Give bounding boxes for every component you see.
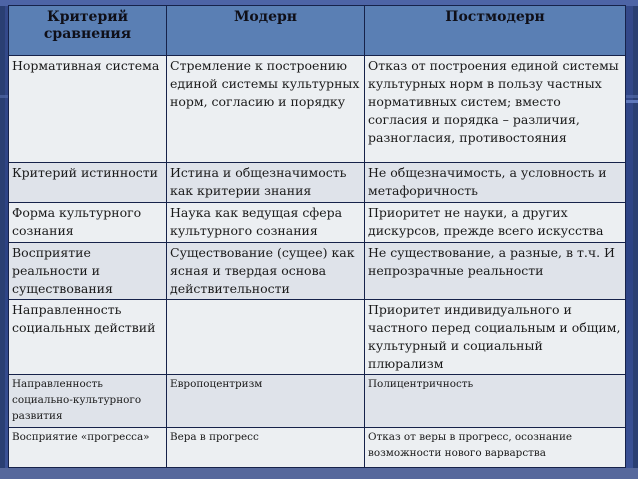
row-modern: Истина и общезначимость как критерии знания (167, 163, 365, 203)
table-row (9, 56, 626, 163)
header-criterion: Критерий сравнения (9, 6, 167, 56)
row-postmodern: Отказ от веры в прогресс, осознание возможности нового варварства (365, 428, 626, 468)
table-row (9, 300, 626, 375)
row-modern: Наука как ведущая сфера культурного сознания (167, 203, 365, 243)
row-criterion: Направленность социальных действий (9, 300, 167, 375)
row-postmodern: Не существование, а разные, в т.ч. И непрозрачные реальности (365, 243, 626, 300)
header-modern: Модерн (167, 6, 365, 56)
comparison-table (8, 5, 626, 468)
row-criterion: Направленность социально-культурного развития (9, 375, 167, 428)
row-criterion: Восприятие реальности и существования (9, 243, 167, 300)
bottom-decor-bar (0, 468, 638, 479)
row-modern (167, 300, 365, 375)
row-postmodern: Не общезначимость, а условность и метафоричность (365, 163, 626, 203)
row-postmodern: Приоритет не науки, а других дискурсов, прежде всего искусства (365, 203, 626, 243)
row-postmodern: Отказ от построения единой системы культурных норм в пользу частных нормативных систем; вместо согласия и порядка – различия, разногласия, противостояния (365, 56, 626, 163)
table-row (9, 203, 626, 243)
row-postmodern: Приоритет индивидуального и частного перед социальным и общим, культурный и социальный плюрализм (365, 300, 626, 375)
row-modern: Стремление к построению единой системы культурных норм, согласию и порядку (167, 56, 365, 163)
table-row (9, 163, 626, 203)
row-criterion: Нормативная система (9, 56, 167, 163)
row-criterion: Форма культурного сознания (9, 203, 167, 243)
table-row (9, 428, 626, 468)
row-criterion: Критерий истинности (9, 163, 167, 203)
table-header-row (9, 6, 626, 56)
table-row (9, 243, 626, 300)
table-row (9, 375, 626, 428)
row-modern: Европоцентризм (167, 375, 365, 428)
row-criterion: Восприятие «прогресса» (9, 428, 167, 468)
row-postmodern: Полицентричность (365, 375, 626, 428)
row-modern: Существование (сущее) как ясная и твердая основа действительности (167, 243, 365, 300)
row-modern: Вера в прогресс (167, 428, 365, 468)
header-postmodern: Постмодерн (365, 6, 626, 56)
